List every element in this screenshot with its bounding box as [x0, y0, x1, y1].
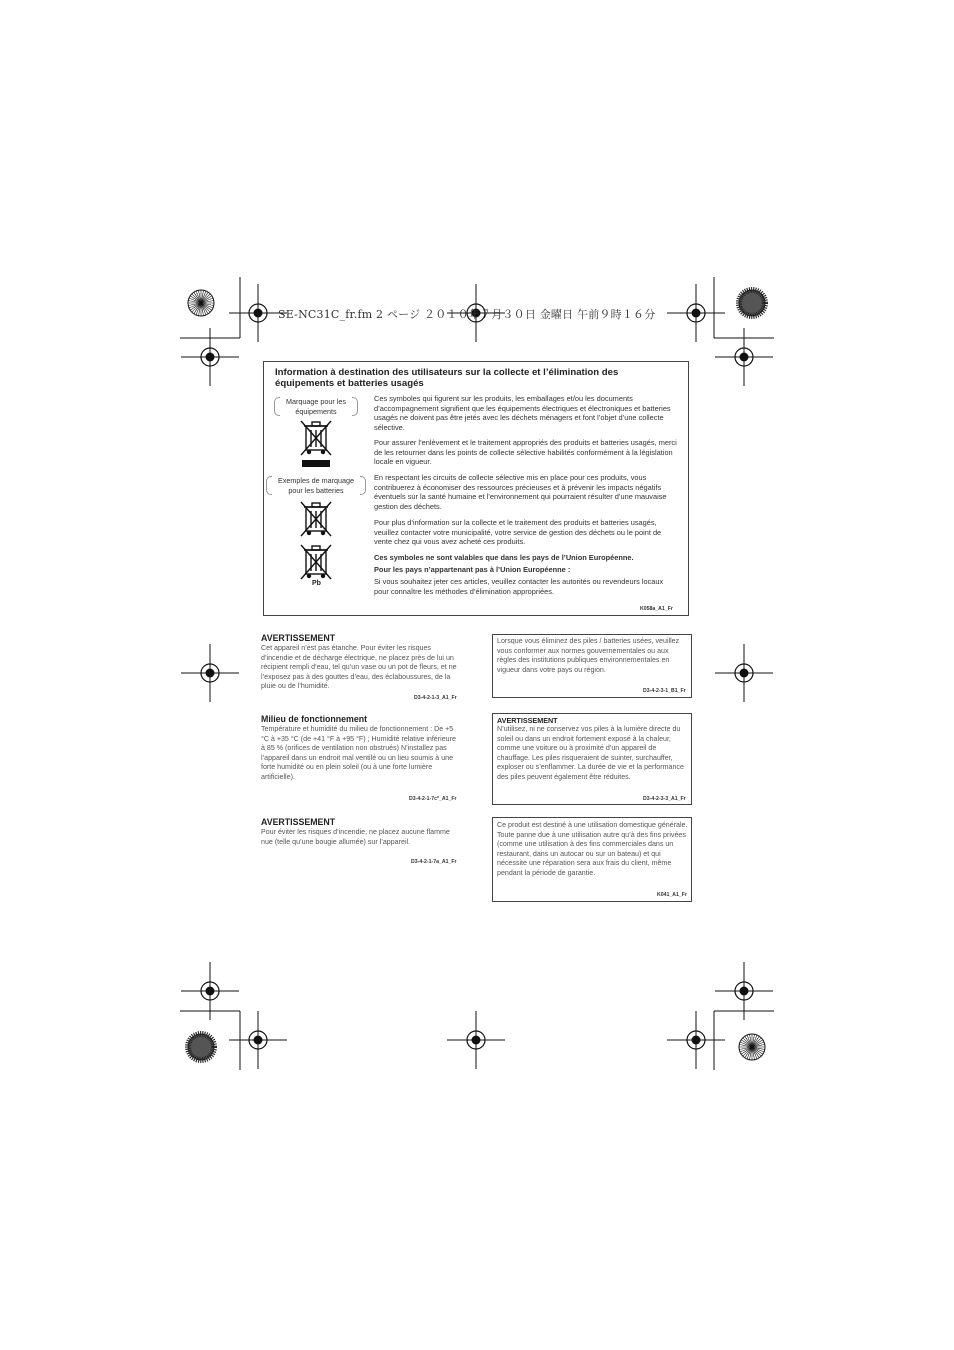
info-paragraph-4: Pour plus d’information sur la collecte et le traitement des produits et batteries usagés, veuillez contacter votre municipalité, votre service de gestion des déchets ou le point de vente chez qui vous avez acheté ces produits.: [374, 518, 662, 547]
battery-disposal-text: Lorsque vous éliminez des piles / batteries usées, veuillez vous conformer aux normes gouvernementales ou aux règles des institutions publiques environnementales en vigueur dans votre pays ou région.: [497, 637, 680, 674]
crossed-bin-battery-icon: [298, 500, 334, 542]
info-paragraph-7: Si vous souhaitez jeter ces articles, veuillez contacter les autorités ou revendeurs locaux pour connaître les méthodes d’élimination appropriées.: [374, 577, 664, 596]
domestic-use-text: Ce produit est destiné à une utilisation domestique générale. Toute panne due à une utilisation autre qu’à des fins privées (comme une utilisation à des fins commerciales dans un restaurant, dans un autocar ou sur un bateau) et qui nécessite une réparation sera aux frais du client, même pendant la période de garantie.: [497, 821, 688, 877]
battery-warning-text: N’utilisez, ni ne conservez vos piles à la lumière directe du soleil ou dans un endroit fortement exposé à la chaleur, comme une voiture ou à proximité d’un appareil de chauffage. Les piles risqueraient de suinter, surchauffer, exploser ou s’enflammer. La durée de vie et la performance des piles peuvent également être réduites.: [497, 725, 684, 781]
file-header: SE-NC31C_fr.fm 2 ページ ２０１０年７月３０日 金曜日 午前９時１６分: [278, 308, 656, 321]
battery-warning-code: D3-4-2-3-3_A1_Fr: [643, 796, 686, 802]
label-battery-marking: Exemples de marquage pour les batteries: [272, 476, 360, 495]
info-paragraph-3: En respectant les circuits de collecte sélective mis en place pour ces produits, vous contribuerez à économiser des ressources précieuses et à prévenir les impacts négatifs éventuels sur la santé humaine et l’environnement qui pourraient résulter d’une mauvaise gestion des déchets.: [374, 473, 667, 511]
section-title-environment: Milieu de fonctionnement: [261, 714, 368, 724]
battery-disposal-code: D3-4-2-3-1_B1_Fr: [643, 688, 686, 694]
section-text-warning-1: Cet appareil n’est pas étanche. Pour éviter les risques d’incendie et de décharge électrique, ne placez près de lui un récipient rempli d’eau, tel qu’un vase ou un pot de fleurs, et ne l’exposez pas à des gouttes d’eau, des éclaboussures, de la pluie ou de l’humidité.: [261, 644, 457, 691]
section-text-warning-2: Pour éviter les risques d’incendie, ne placez aucune flamme nue (telle qu’une bougie allumée) sur l’appareil.: [261, 828, 450, 846]
section-title-warning-2: AVERTISSEMENT: [261, 817, 336, 827]
info-paragraph-2: Pour assurer l’enlèvement et le traitement appropriés des produits et batteries usagés, merci de les retourner dans les points de collecte sélective habilités conformément à la législation locale en vigueur.: [374, 438, 677, 467]
section-code-3: D3-4-2-1-7a_A1_Fr: [411, 859, 457, 865]
label-equipment-marking: Marquage pour les équipements: [280, 397, 352, 416]
crossed-bin-pb-icon: [298, 543, 334, 583]
battery-warning-title: AVERTISSEMENT: [497, 716, 558, 725]
section-code-1: D3-4-2-1-3_A1_Fr: [414, 695, 457, 701]
section-title-warning-1: AVERTISSEMENT: [261, 633, 336, 643]
info-code: K058a_A1_Fr: [640, 606, 673, 612]
info-paragraph-6: Pour les pays n’appartenant pas à l’Union Européenne :: [374, 565, 571, 574]
disposal-info-title: Information à destination des utilisateurs sur la collecte et l’élimination des équipements et batteries usagés: [275, 367, 619, 389]
section-code-2: D3-4-2-1-7c*_A1_Fr: [409, 796, 457, 802]
info-paragraph-1: Ces symboles qui figurent sur les produits, les emballages et/ou les documents d’accompagnement signifient que les équipements électriques et électroniques et batteries usagés ne doivent pas être jetés avec les déchets ménagers et font l’objet d’une collecte sélective.: [374, 394, 671, 432]
info-paragraph-5: Ces symboles ne sont valables que dans les pays de l’Union Européenne.: [374, 553, 634, 562]
section-text-environment: Température et humidité du milieu de fonctionnement : De +5 °C à +35 °C (de +41 °F à +95 °F) ; Humidité relative inférieure à 85 % (orifices de ventilation non obstrués) N’installez pas l’appareil dans un endroit mal ventilé ou un lieu soumis à une forte humidité ou en plein soleil (ou à une forte lumière artificielle).: [261, 725, 456, 781]
pb-label: Pb: [312, 580, 321, 587]
crossed-bin-icon: [298, 419, 334, 469]
domestic-use-code: K041_A1_Fr: [657, 892, 687, 898]
